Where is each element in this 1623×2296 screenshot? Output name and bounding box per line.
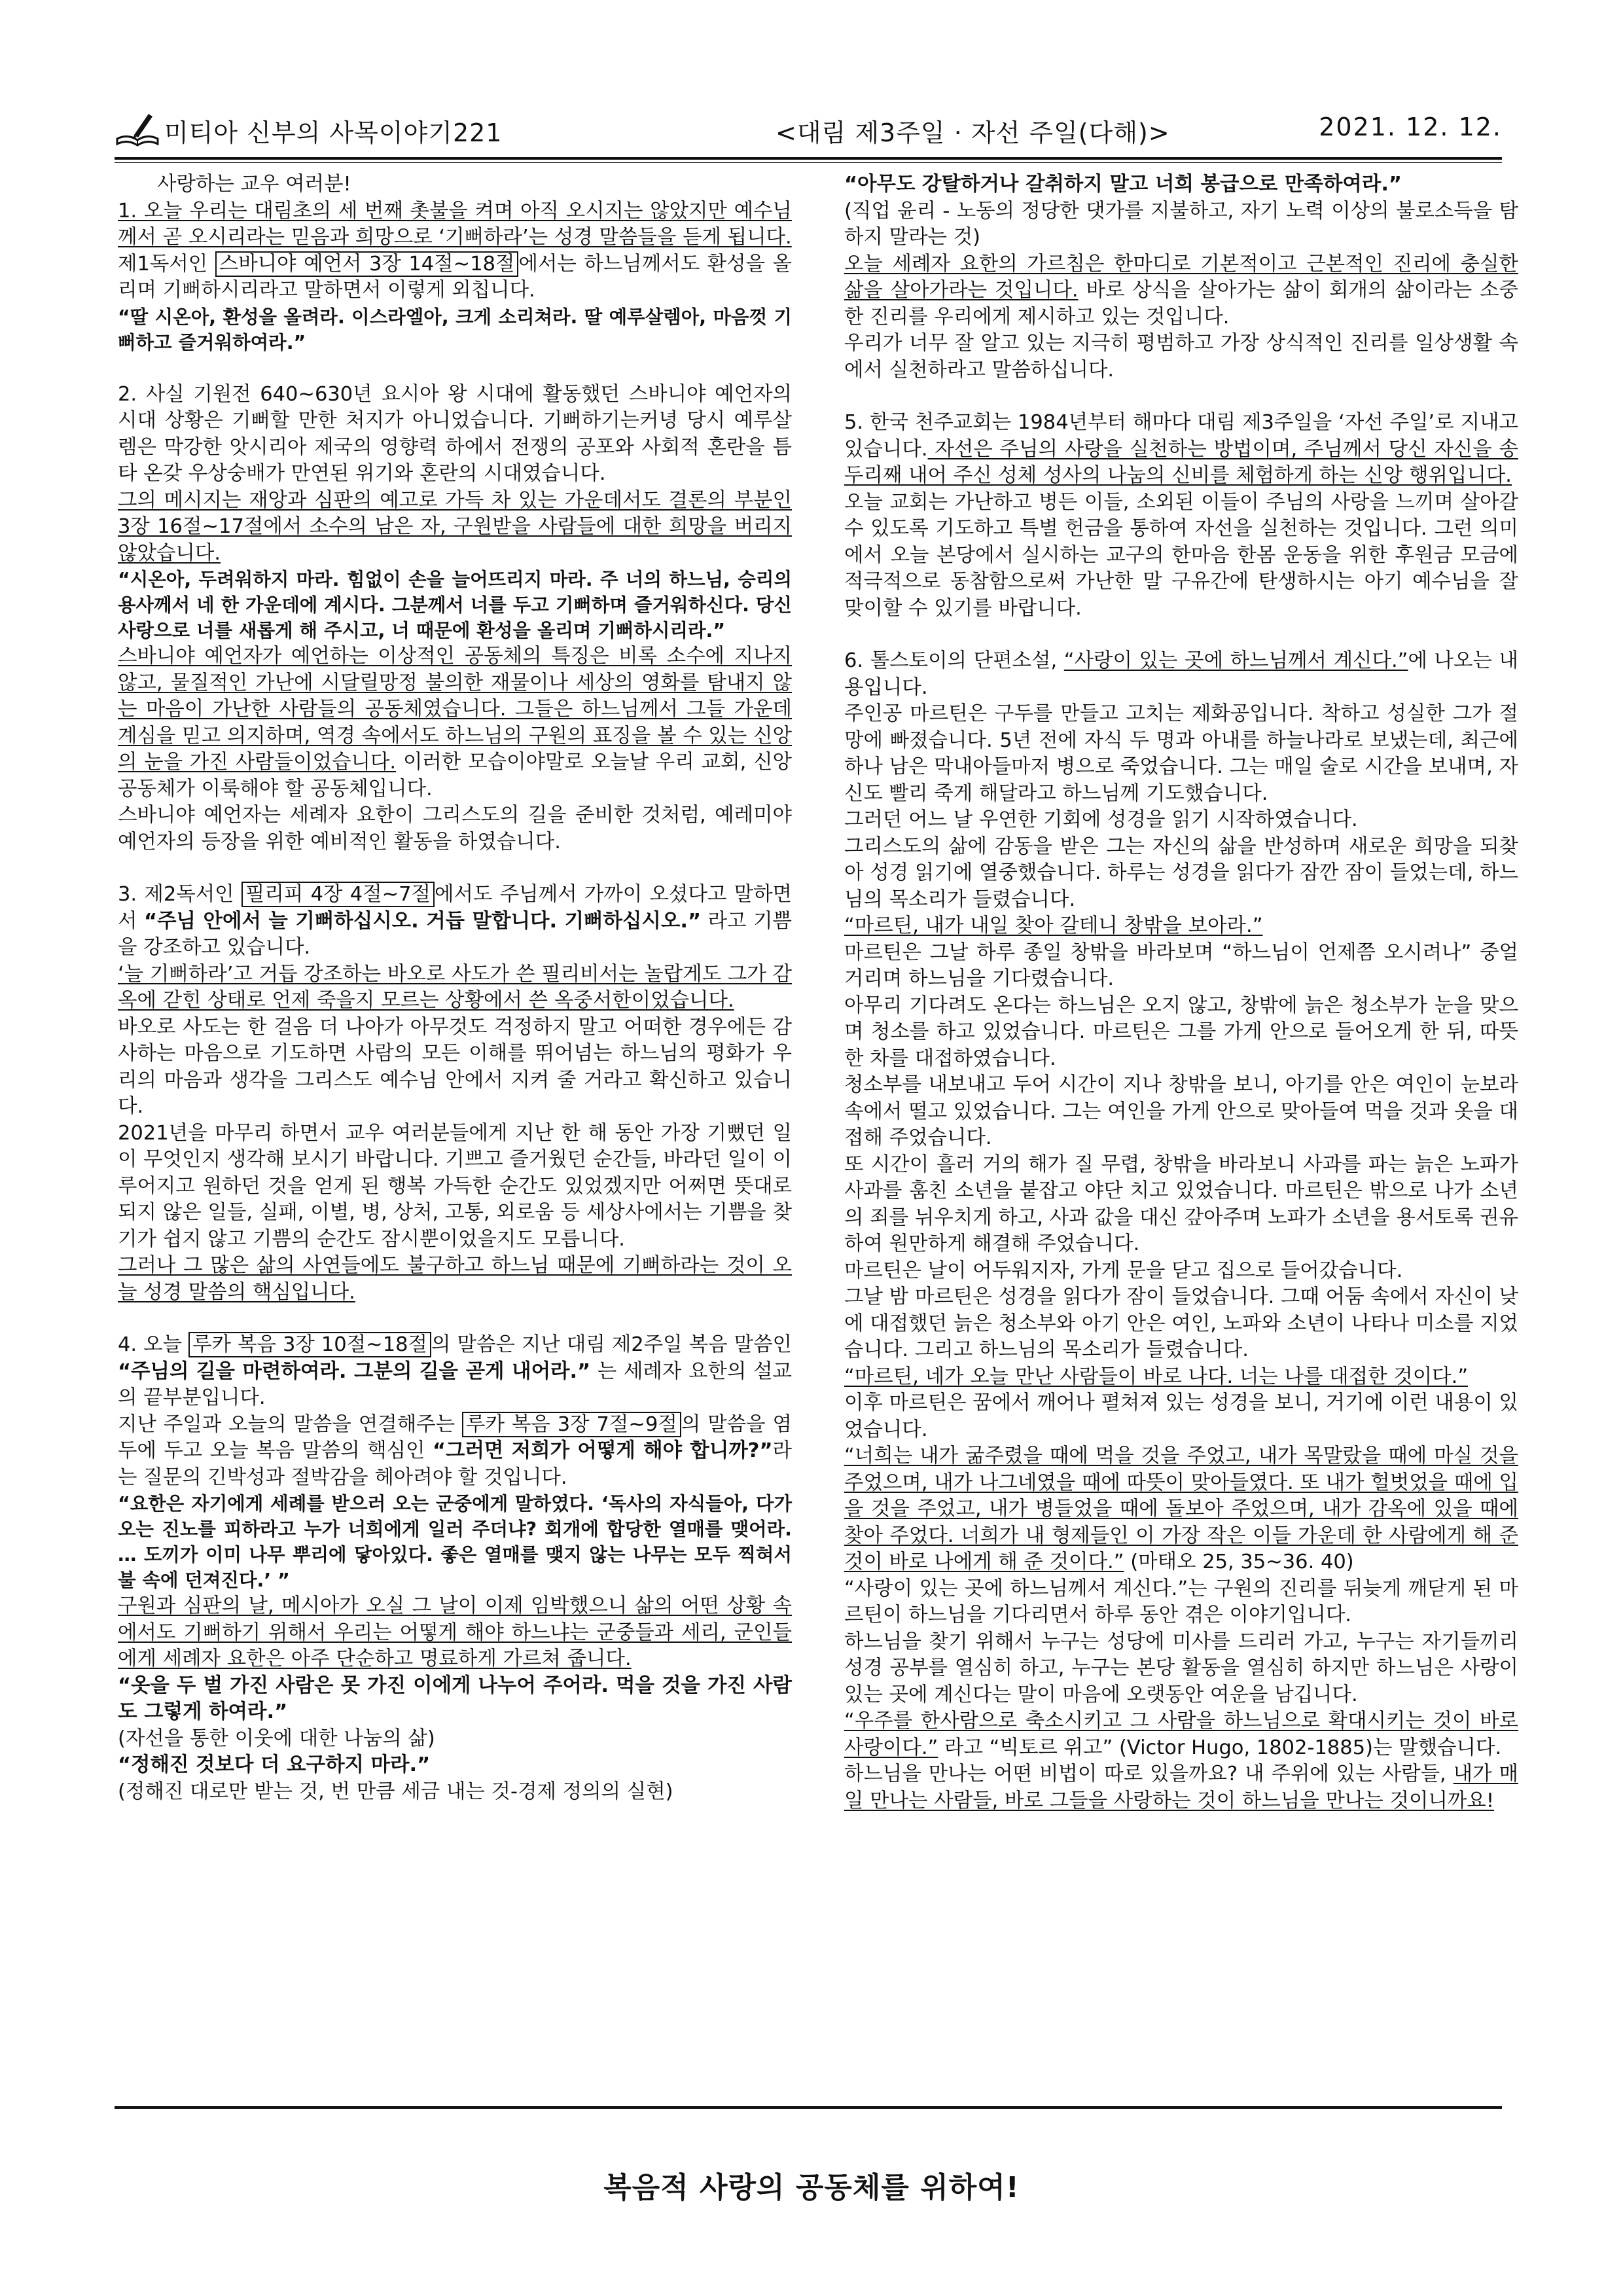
quote-zephaniah-1: “딸 시온아, 환성을 올려라. 이스라엘아, 크게 소리쳐라. 딸 예루살렘아, 마음껏 기뻐하고 즐거워하여라.”: [118, 306, 792, 353]
text-run: 하느님을 만나는 어떤 비법이 따로 있을까요? 내 주위에 있는 사람들,: [844, 1763, 1454, 1785]
bulletin-date: 2021. 12. 12.: [1319, 113, 1502, 141]
scripture-ref-zephaniah: 스바니야 예언서 3장 14절∼18절: [215, 251, 519, 277]
page-header: [115, 106, 1502, 153]
text-run: 의 말씀은 지난 대림 제2주일 복음 말씀인: [431, 1333, 793, 1356]
quote-philippians: “주님 안에서 늘 기뻐하십시오. 거듭 말합니다. 기뻐하십시오.”: [144, 909, 701, 933]
scripture-ref-philippians: 필리피 4장 4절∼7절: [241, 882, 435, 907]
story-woman: 청소부를 내보내고 두어 시간이 지나 창밖을 보니, 아기를 안은 여인이 눈보라 속에서 떨고 있었습니다. 그는 여인을 가게 안으로 맞아들여 먹을 것과 옷을 대접해 주었습니다.: [844, 1073, 1518, 1149]
quote-two-tunics: “옷을 두 벌 가진 사람은 못 가진 이에게 나누어 주어라. 먹을 것을 가진 사람도 그렇게 하여라.”: [118, 1674, 792, 1723]
section-1-intro: [118, 198, 792, 251]
section-4-summary: [844, 251, 1518, 331]
section-4-conclusion: 우리가 너무 잘 알고 있는 지극히 평범하고 가장 상식적인 진리를 일상생활 속에서 실천하라고 말씀하십니다.: [844, 332, 1518, 382]
right-column: [844, 171, 1518, 1814]
footer-rule: [115, 2106, 1502, 2109]
story-sweeper: 아무리 기다려도 온다는 하느님은 오지 않고, 창밖에 늙은 청소부가 눈을 맞으며 청소를 하고 있었습니다. 마르틴은 그를 가게 안으로 들어오게 한 뒤, 따뜻한 차를 대접하였습니다.: [844, 994, 1518, 1070]
bulletin-title: 미티아 신부의 사목이야기221: [164, 118, 503, 147]
quote-what-should-we-do: “그러면 저희가 어떻게 해야 합니까?”: [432, 1439, 773, 1462]
text-run: 제1독서인: [118, 252, 215, 276]
story-summary: “사랑이 있는 곳에 하느님께서 계신다.”는 구원의 진리를 뒤늦게 깨닫게 된 마르틴이 하느님을 기다리면서 하루 동안 겪은 이야기입니다.: [844, 1577, 1518, 1626]
text-run: 라고 기쁨을 강조하고 있습니다.: [118, 909, 792, 959]
header-rule-thin: [115, 162, 1502, 163]
section-2-message: [118, 488, 792, 567]
quote-no-more: “정해진 것보다 더 요구하지 마라.”: [118, 1753, 431, 1776]
section-2-context: 2. 사실 기원전 640∼630년 요시아 왕 시대에 활동했던 스바니야 예언자의 시대 상황은 기뻐할 만한 처지가 아니었습니다. 기뻐하기는커녕 당시 예루살렘은 막강한 앗시리아 제국의 영향력 하에서 전쟁의 공포와 사회적 혼란을 틈타 온갖 우상숭배가 만연된 위기와 혼란의 시대였습니다.: [118, 382, 792, 485]
left-column: [118, 171, 792, 1805]
text-run: 의 말씀을 염두에 두고 오늘 복음 말씀의 핵심인: [118, 1412, 792, 1462]
story-waiting: 마르틴은 그날 하루 종일 창밖을 바라보며 “하느님이 언제쯤 오시려나” 중얼거리며 하느님을 기다렸습니다.: [844, 941, 1518, 990]
section-3-core-text: 그러나 그 많은 삶의 사연들에도 불구하고 하느님 때문에 기뻐하라는 것이 오늘 성경 말씀의 핵심입니다.: [118, 1254, 792, 1304]
closing: [844, 1761, 1518, 1814]
text-run: 라는 질문의 긴박성과 절박감을 헤아려야 할 것입니다.: [118, 1439, 792, 1489]
quote-zephaniah-2: “시온아, 두려워하지 마라. 힘없이 손을 늘어뜨리지 마라. 주 너의 하느님, 승리의 용사께서 네 한 가운데에 계시다. 그분께서 너를 두고 기뻐하며 즐거워하신다. 당신 사랑으로 너를 새롭게 해 주시고, 너 때문에 환성을 올리며 기뻐하시리라.”: [118, 569, 792, 641]
section-4-summary-text: 오늘 세례자 요한의 가르침은 한마디로 기본적이고 근본적인 진리에 충실한 삶을 살아가라는 것입니다.: [844, 252, 1518, 302]
greeting: 사랑하는 교우 여러분!: [157, 173, 351, 196]
text-run: 에서는 하느님께서도 환성을 올리며 기뻐하시리라고 말하면서 이렇게 외칩니다.: [118, 252, 793, 302]
section-5-intro: [844, 410, 1518, 490]
section-2-community-text: 스바니야 예언자가 예언하는 이상적인 공동체의 특징은 비록 소수에 지나지 않고, 물질적인 가난에 시달릴망정 불의한 재물이나 세상의 영화를 탐내지 않는 마음이 가난한 사람들의 공동체였습니다. 그들은 하느님께서 그들 가운데 계심을 믿고 의지하며, 역경 속에서도 하느님의 구원의 표징을 볼 수 있는 신앙의 눈을 가진 사람들이었습니다.: [118, 645, 792, 774]
scripture-ref-luke-1: 루카 복음 3장 10절∼18절: [188, 1332, 431, 1357]
note-economic-justice: (정해진 대로만 받는 것, 번 만큼 세금 내는 것-경제 정의의 실현): [118, 1780, 673, 1803]
story-bible: 그러던 어느 날 우연한 기회에 성경을 읽기 시작하였습니다.: [844, 808, 1358, 831]
section-2-prophet: 스바니야 예언자는 세례자 요한이 그리스도의 길을 준비한 것처럼, 예레미야 예언자의 등장을 위한 예비적인 활동을 하였습니다.: [118, 804, 792, 853]
quote-no-extortion: “아무도 강탈하거나 갈취하지 말고 너희 봉급으로 만족하여라.”: [844, 173, 1402, 196]
text-run: 라고 “빅토르 위고” (Victor Hugo, 1802-1885)는 말했습니다.: [938, 1736, 1502, 1759]
quote-it-was-me: [844, 1364, 1518, 1391]
scripture-ref-luke-2: 루카 복음 3장 7절∼9절: [462, 1412, 681, 1437]
quote-god-visit-text: “마르틴, 내가 내일 찾아 갈테니 창밖을 보아라.”: [844, 914, 1263, 937]
story-title: “사랑이 있는 곳에 하느님께서 계신다.”: [1063, 649, 1408, 672]
story-martin: 주인공 마르틴은 구두를 만들고 고치는 제화공입니다. 착하고 성실한 그가 절망에 빠졌습니다. 5년 전에 자식 두 명과 아내를 하늘나라로 보냈는데, 최근에 하나 남은 막내아들마저 병으로 죽었습니다. 그는 매일 술로 시간을 보내며, 자신도 빨리 죽게 해달라고 하느님께 기도했습니다.: [844, 702, 1518, 805]
note-work-ethic: (직업 윤리 - 노동의 정당한 댓가를 지불하고, 자기 노력 이상의 불로소득을 탐하지 말라는 것): [844, 199, 1518, 249]
text-run: 지난 주일과 오늘의 말씀을 연결해주는: [118, 1412, 463, 1436]
text-run: 이러한 모습이야말로 오늘날 우리 교회, 신앙 공동체가 이룩해야 할 공동체입니다.: [118, 751, 792, 800]
quote-matthew-text: “너희는 내가 굶주렸을 때에 먹을 것을 주었고, 내가 목말랐을 때에 마실 것을 주었으며, 내가 나그네였을 때에 따뜻이 맞아들였다. 또 내가 헐벗었을 때에 입을 것을 주었고, 내가 병들었을 때에 돌보아 주었으며, 내가 감옥에 있을 때에 찾아 주었다. 너희가 내 형제들인 이 가장 작은 이들 가운데 한 사람에게 해 준 것이 바로 나에게 해 준 것이다.”: [844, 1444, 1518, 1573]
quote-victor-hugo: [844, 1708, 1518, 1761]
quote-victor-hugo-text: “우주를 한사람으로 축소시키고 그 사람을 하느님으로 확대시키는 것이 바로 사랑이다.”: [844, 1710, 1518, 1759]
section-1-reading: [118, 251, 792, 304]
header-rule: [115, 157, 1502, 160]
text-run: 5. 한국 천주교회는 1984년부터 해마다 대림 제3주일을 ‘자선 주일’로 지내고 있습니다.: [844, 411, 1518, 461]
section-3-core: [118, 1253, 792, 1306]
story-awake: 이후 마르틴은 꿈에서 깨어나 펼쳐져 있는 성경을 보니, 거기에 이런 내용이 있었습니다.: [844, 1391, 1518, 1441]
section-1-lead: 1. 오늘 우리는 대림초의 세 번째 촛불을 켜며 아직 오시지는 않았지만 예수님께서 곧 오시리라는 믿음과 희망으로 ‘기뻐하라’는 성경 말씀들을 듣게 됩니다.: [118, 199, 792, 249]
section-2-community: [118, 643, 792, 802]
text-run: 에 나오는 내용입니다.: [844, 649, 1518, 699]
text-run: 4. 오늘: [118, 1333, 189, 1356]
section-3-letter: [118, 961, 792, 1014]
section-5-practice: 오늘 교회는 가난하고 병든 이들, 소외된 이들이 주님의 사랑을 느끼며 살아갈 수 있도록 기도하고 특별 헌금을 통하여 자선을 실천하는 것입니다. 그런 의미에서 오늘 본당에서 실시하는 교구의 한마음 한몸 운동을 위한 후원금 모금에 적극적으로 동참함으로써 가난한 말 구유간에 탄생하시는 아기 예수님을 잘 맞이할 수 있기를 바랍니다.: [844, 490, 1518, 620]
section-4-link: [118, 1412, 792, 1492]
section-3-reflection: 2021년을 마무리 하면서 교우 여러분들에게 지난 한 해 동안 가장 기뻤던 일이 무엇인지 생각해 보시기 바랍니다. 기쁘고 즐거웠던 순간들, 바라던 일이 이루어지고 원하던 것을 얻게 된 행복 가득한 순간도 있었겠지만 어쩌면 뜻대로 되지 않은 일들, 실패, 이별, 병, 상처, 고통, 외로움 등 세상사에서는 기쁨을 찾기가 쉽지 않고 기쁨의 순간도 잠시뿐이었을지도 모릅니다.: [118, 1121, 792, 1251]
story-dream: 그날 밤 마르틴은 성경을 읽다가 잠이 들었습니다. 그때 어둠 속에서 자신이 낮에 대접했던 늙은 청소부와 아기 안은 여인, 노파와 소년이 나타나 미소를 지었습니다. 그리고 하느님의 목소리가 들렸습니다.: [844, 1285, 1518, 1361]
story-voice: 그리스도의 삶에 감동을 받은 그는 자신의 삶을 반성하며 새로운 희망을 되찾아 성경 읽기에 열중했습니다. 하루는 성경을 읽다가 잠깐 잠이 들었는데, 하느님의 목소리가 들렸습니다.: [844, 834, 1518, 911]
story-reflection: 하느님을 찾기 위해서 누구는 성당에 미사를 드리러 가고, 누구는 자기들끼리 성경 공부를 열심히 하고, 누구는 본당 활동을 열심히 하지만 하느님은 사랑이 있는 곳에 계신다는 말이 마음에 오랫동안 여운을 남깁니다.: [844, 1630, 1518, 1706]
text-run: 3. 제2독서인: [118, 883, 241, 906]
footer-motto: 복음적 사랑의 공동체를 위하여!: [603, 2171, 1020, 2204]
section-5-charity-def: 자선은 주님의 사랑을 실천하는 방법이며, 주님께서 당신 자신을 송두리째 내어 주신 성체 성사의 나눔의 신비를 체험하게 하는 신앙 행위입니다.: [844, 437, 1518, 487]
text-run: 바로 상식을 살아가는 삶이 회개의 삶이라는 소중한 진리를 우리에게 제시하고 있는 것입니다.: [844, 279, 1518, 329]
text-run: 에서도 주님께서 가까이 오셨다고 말하면서: [118, 883, 793, 933]
closing-underlined: 내가 매일 만나는 사람들, 바로 그들을 사랑하는 것이 하느님을 만나는 것이니까요!: [844, 1763, 1518, 1812]
section-3-letter-text: ‘늘 기뻐하라’고 거듭 강조하는 바오로 사도가 쓴 필리비서는 놀랍게도 그가 감옥에 갇힌 상태로 언제 죽을지 모르는 상황에서 쓴 옥중서한이었습니다.: [118, 962, 792, 1012]
book-pen-icon: [115, 110, 160, 149]
liturgical-day: <대림 제3주일 · 자선 주일(다해)>: [776, 118, 1170, 147]
section-4-teaching-text: 구원과 심판의 날, 메시아가 오실 그 날이 이제 임박했으니 삶의 어떤 상황 속에서도 기뻐하기 위해서 우리는 어떻게 해야 하느냐는 군중들과 세리, 군인들에게 세례자 요한은 아주 단순하고 명료하게 가르쳐 줍니다.: [118, 1594, 792, 1670]
section-3-intro: [118, 882, 792, 961]
story-old-woman: 또 시간이 흘러 거의 해가 질 무렵, 창밖을 바라보니 사과를 파는 늙은 노파가 사과를 훔친 소년을 붙잡고 야단 치고 있었습니다. 마르틴은 밖으로 나가 소년의 죄를 뉘우치게 하고, 사과 값을 대신 갚아주며 노파가 소년을 용서토록 권유하여 원만하게 해결해 주었습니다.: [844, 1153, 1518, 1255]
quote-matthew: [844, 1443, 1518, 1576]
story-evening: 마르틴은 날이 어두워지자, 가게 문을 닫고 집으로 들어갔습니다.: [844, 1259, 1403, 1282]
quote-prepare-way: “주님의 길을 마련하여라. 그분의 길을 곧게 내어라.”: [118, 1359, 591, 1383]
quote-brood-of-vipers: “요한은 자기에게 세례를 받으러 오는 군중에게 말하였다. ‘독사의 자식들아, 다가오는 진노를 피하라고 누가 너희에게 일러 주더냐? 회개에 합당한 열매를 맺어라. … 도끼가 이미 나무 뿌리에 닿아있다. 좋은 열매를 맺지 않는 나무는 모두 찍혀서 불 속에 던져진다.’ ”: [118, 1493, 792, 1591]
text-run: 는 세례자 요한의 설교의 끝부분입니다.: [118, 1359, 792, 1409]
section-6-intro: [844, 648, 1518, 701]
text-run: 6. 톨스토이의 단편소설,: [844, 649, 1064, 672]
note-charity: (자선을 통한 이웃에 대한 나눔의 삶): [118, 1727, 435, 1750]
quote-god-visit: [844, 913, 1518, 940]
section-2-message-text: 그의 메시지는 재앙과 심판의 예고로 가득 차 있는 가운데서도 결론의 부분인 3장 16절∼17절에서 소수의 남은 자, 구원받을 사람들에 대한 희망을 버리지 않았습니다.: [118, 488, 792, 565]
quote-it-was-me-text: “마르틴, 네가 오늘 만난 사람들이 바로 나다. 너는 나를 대접한 것이다.”: [844, 1365, 1469, 1388]
section-4-intro: [118, 1332, 792, 1412]
section-4-teaching: [118, 1593, 792, 1673]
scripture-ref-matthew: (마태오 25, 35∼36. 40): [1124, 1551, 1354, 1573]
section-3-peace: 바오로 사도는 한 걸음 더 나아가 아무것도 걱정하지 말고 어떠한 경우에든 감사하는 마음으로 기도하면 사람의 모든 이해를 뛰어넘는 하느님의 평화가 우리의 마음과 생각을 그리스도 예수님 안에서 지켜 줄 거라고 확신하고 있습니다.: [118, 1015, 792, 1118]
